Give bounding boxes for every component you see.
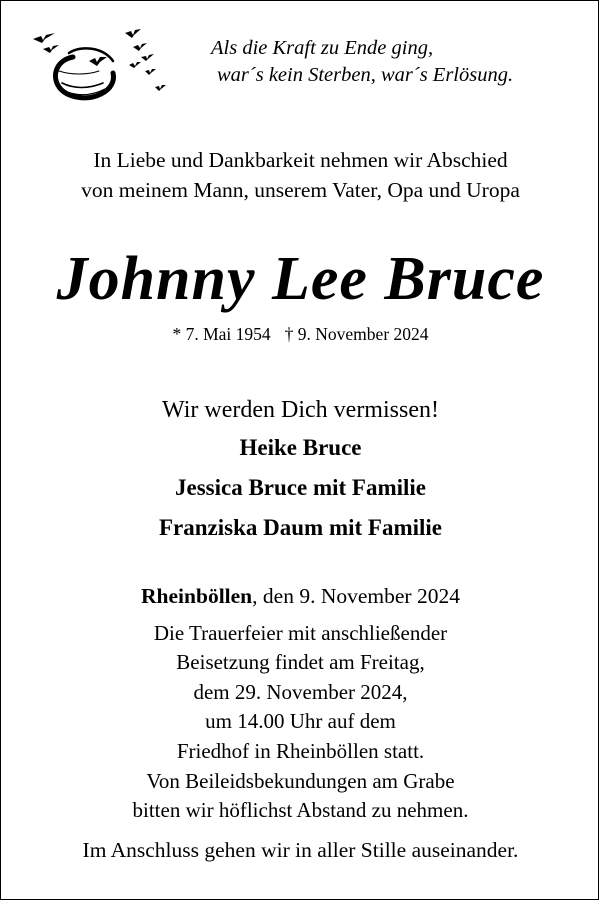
closing-text: Im Anschluss gehen wir in aller Stille auseinander. xyxy=(82,838,519,862)
condolence-note xyxy=(1,767,599,825)
quote-line-2: war´s kein Sterben, war´s Erlösung. xyxy=(217,64,514,86)
funeral-details xyxy=(1,619,599,766)
death-date: † 9. November 2024 xyxy=(284,324,429,344)
deceased-name: Johnny Lee Bruce xyxy=(56,245,545,313)
funeral-line: dem 29. November 2024, xyxy=(193,679,408,704)
condolence-line-2: bitten wir höflichst Abstand zu nehmen. xyxy=(132,798,469,822)
mourners-heading: Wir werden Dich vermissen! xyxy=(162,397,439,423)
place-date xyxy=(1,581,599,611)
intro-line-2: von meinem Mann, unserem Vater, Opa und Uropa xyxy=(81,178,520,202)
intro-text xyxy=(1,145,599,205)
life-dates xyxy=(1,321,599,347)
quote-line-1: Als die Kraft zu Ende ging, xyxy=(211,37,434,59)
moon-birds-icon xyxy=(29,27,174,103)
place-name: Rheinböllen xyxy=(141,584,253,608)
intro-line-1: In Liebe und Dankbarkeit nehmen wir Abschied xyxy=(93,148,508,172)
notice-date: , den 9. November 2024 xyxy=(252,584,460,608)
mourner-name: Heike Bruce xyxy=(239,435,362,460)
mourner-name: Franziska Daum mit Familie xyxy=(159,515,442,540)
birth-date: * 7. Mai 1954 xyxy=(172,324,271,344)
funeral-line: Die Trauerfeier mit anschließender xyxy=(153,621,448,645)
mourners-list xyxy=(1,428,599,548)
funeral-line: Friedhof in Rheinböllen statt. xyxy=(176,738,425,763)
funeral-line: Beisetzung findet am Freitag, xyxy=(176,650,425,675)
mourner-name: Jessica Bruce mit Familie xyxy=(174,475,426,500)
funeral-line: um 14.00 Uhr auf dem xyxy=(205,709,396,734)
quote xyxy=(211,35,571,89)
condolence-line-1: Von Beileidsbekundungen am Grabe xyxy=(146,769,455,793)
